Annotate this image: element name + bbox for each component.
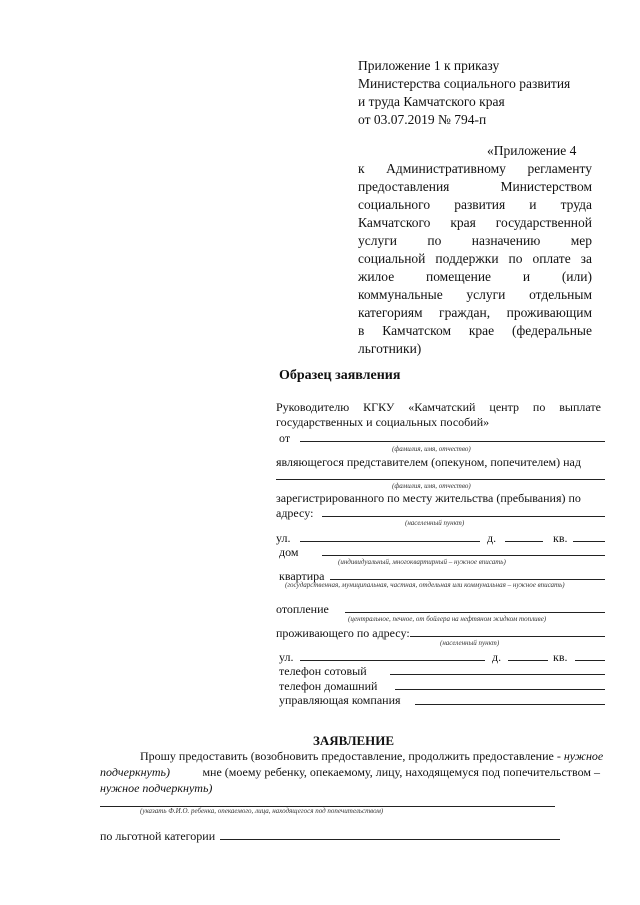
house-type-label: дом <box>279 545 299 559</box>
appendix-title: «Приложение 4 <box>487 143 577 158</box>
appendix-line: в Камчатском крае (федеральные <box>358 323 592 338</box>
apt-label: кв. <box>553 531 568 545</box>
category-label: по льготной категории <box>100 829 216 843</box>
appendix-line: коммунальные услуги отдельным <box>358 287 592 302</box>
heating-field[interactable] <box>345 612 605 613</box>
living-locality-caption: (населенный пункт) <box>440 639 500 647</box>
statement-text <box>100 781 212 796</box>
ward-caption: (фамилия, имя, отчество) <box>392 482 471 490</box>
living-address-label: проживающего по адресу: <box>276 626 410 640</box>
statement-text <box>100 765 600 780</box>
registered-label: зарегистрированного по месту жительства (пребывания) по <box>276 491 581 505</box>
locality-caption: (населенный пункт) <box>405 519 465 527</box>
header-line: Приложение 1 к приказу <box>358 58 500 73</box>
ward-name-field[interactable] <box>276 479 605 480</box>
house-type-caption: (индивидуальный, многоквартирный – нужное вписать) <box>338 558 506 566</box>
apartment-type-label: квартира <box>279 569 325 583</box>
locality-field[interactable] <box>322 516 605 517</box>
header-line: от 03.07.2019 № 794-п <box>358 112 487 127</box>
addressee-line: государственных и социальных пособий» <box>276 415 490 429</box>
from-caption: (фамилия, имя, отчество) <box>392 445 471 453</box>
house-label: д. <box>487 531 497 545</box>
house-field[interactable] <box>505 541 543 542</box>
beneficiary-caption: (указать Ф.И.О. ребенка, опекаемого, лица, находящегося под попечительством) <box>140 807 384 815</box>
mobile-phone-field[interactable] <box>390 674 605 675</box>
statement-text <box>140 749 603 764</box>
representative-label: являющегося представителем (опекуном, попечителем) над <box>276 455 581 469</box>
house2-label: д. <box>492 650 502 664</box>
home-phone-field[interactable] <box>395 689 605 690</box>
appendix-line: социального развития и труда <box>358 197 592 212</box>
appendix-line: льготники) <box>358 341 422 356</box>
statement-text-italic: нужное <box>563 749 604 763</box>
house2-field[interactable] <box>508 660 548 661</box>
appendix-line: к Административному регламенту <box>358 161 592 176</box>
street-label: ул. <box>276 531 291 545</box>
statement-text-part: мне (моему ребенку, опекаемому, лицу, находящемуся под попечительством – <box>202 765 600 779</box>
sample-title: Образец заявления <box>279 368 401 383</box>
apt2-field[interactable] <box>575 660 605 661</box>
statement-text-italic: подчеркнуть) <box>100 765 170 779</box>
apt-field[interactable] <box>573 541 605 542</box>
appendix-line: жилое помещение и (или) <box>358 269 592 284</box>
management-company-label: управляющая компания <box>279 693 401 707</box>
addressee-line: Руководителю КГКУ «Камчатский центр по выплате <box>276 400 601 414</box>
header-line: Министерства социального развития <box>358 76 571 91</box>
address-label: адресу: <box>276 506 314 520</box>
statement-text-italic: нужное подчеркнуть) <box>100 781 213 795</box>
statement-text-part: Прошу предоставить (возобновить предоставление, продолжить предоставление - <box>140 749 561 763</box>
street2-label: ул. <box>279 650 294 664</box>
apt2-label: кв. <box>553 650 568 664</box>
from-field[interactable] <box>300 441 605 442</box>
street2-field[interactable] <box>300 660 485 661</box>
heating-caption: (центральное, печное, от бойлера на нефтяном жидком топливе) <box>348 615 547 623</box>
header-line: и труда Камчатского края <box>358 94 505 109</box>
apartment-type-caption: (государственная, муниципальная, частная, отдельная или коммунальная – нужное вписать) <box>285 581 565 589</box>
appendix-line: социальной поддержки по оплате за <box>358 251 592 266</box>
heating-label: отопление <box>276 602 329 616</box>
appendix-line: услуги по назначению мер <box>358 233 592 248</box>
statement-title: ЗАЯВЛЕНИЕ <box>313 733 395 748</box>
mobile-phone-label: телефон сотовый <box>279 664 367 678</box>
home-phone-label: телефон домашний <box>279 679 378 693</box>
street-field[interactable] <box>300 541 480 542</box>
appendix-line: предоставления Министерством <box>358 179 592 194</box>
category-field[interactable] <box>220 839 560 840</box>
living-locality-field[interactable] <box>410 636 605 637</box>
from-label: от <box>279 431 291 445</box>
house-type-field[interactable] <box>322 555 605 556</box>
appendix-line: Камчатского края государственной <box>358 215 592 230</box>
management-company-field[interactable] <box>415 704 605 705</box>
appendix-line: категориям граждан, проживающим <box>358 305 592 320</box>
apartment-type-field[interactable] <box>330 579 605 580</box>
